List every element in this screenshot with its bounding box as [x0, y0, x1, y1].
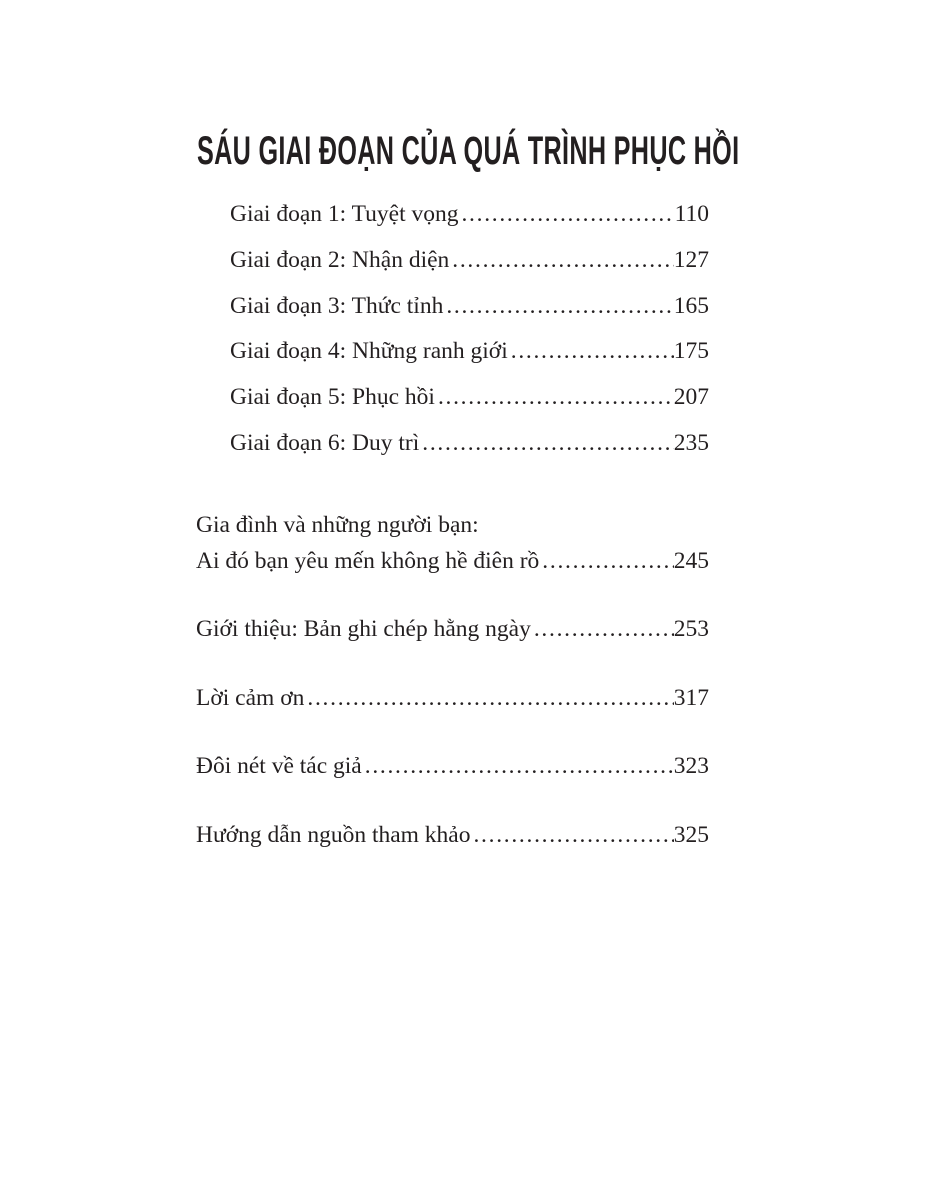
toc-entry-label: Giai đoạn 4: Những ranh giới [230, 338, 508, 365]
toc-entry [196, 238, 709, 284]
toc-entry-label: Lời cảm ơn [196, 684, 305, 711]
dot-leader [435, 375, 674, 421]
toc-entry-page: 127 [673, 246, 709, 273]
toc-entry-label: Giai đoạn 1: Tuyệt vọng [230, 201, 459, 227]
toc-entry-page: 165 [673, 292, 709, 319]
toc-entry-page: 235 [673, 429, 709, 456]
toc-entry [196, 421, 709, 467]
dot-leader [419, 421, 673, 467]
toc-entry-page: 207 [673, 384, 709, 411]
toc-entry-page: 323 [673, 753, 709, 780]
toc-entry [196, 611, 709, 647]
toc-entry-page: 317 [673, 684, 709, 711]
family-section-entry [196, 507, 709, 579]
toc-entry [196, 192, 709, 238]
toc-entry-page: 245 [673, 547, 709, 574]
toc-entry [196, 817, 709, 853]
toc-entry [196, 543, 709, 579]
chapter-list [196, 192, 709, 467]
dot-leader [443, 284, 673, 330]
dot-leader [470, 817, 673, 853]
toc-entry-page: 110 [674, 201, 709, 227]
toc-entry [196, 329, 709, 375]
toc-entry-label: Giới thiệu: Bản ghi chép hằng ngày [196, 616, 531, 643]
toc-content [196, 0, 740, 853]
toc-entry-label: Giai đoạn 3: Thức tỉnh [230, 292, 444, 319]
dot-leader [449, 238, 673, 284]
dot-leader [458, 192, 674, 238]
dot-leader [304, 680, 673, 716]
toc-entry-page: 253 [673, 616, 709, 643]
toc-entry-label: Giai đoạn 6: Duy trì [230, 429, 420, 456]
dot-leader [362, 748, 674, 784]
toc-entry-label: Giai đoạn 2: Nhận diện [230, 246, 450, 273]
toc-entry [196, 748, 709, 784]
dot-leader [531, 611, 674, 647]
toc-entry [196, 375, 709, 421]
toc-entry-label: Giai đoạn 5: Phục hồi [230, 384, 435, 411]
toc-entry-label: Hướng dẫn nguồn tham khảo [196, 821, 471, 848]
toc-entry-page: 175 [673, 338, 709, 365]
dot-leader [508, 329, 674, 375]
dot-leader [539, 543, 673, 579]
toc-entry-label-line2: Ai đó bạn yêu mến không hề điên rồ [196, 547, 540, 574]
toc-entry-page: 325 [673, 821, 709, 848]
toc-entry-label: Đôi nét về tác giả [196, 753, 362, 780]
toc-entry-label-line1: Gia đình và những người bạn: [196, 511, 479, 538]
toc-entry [196, 284, 709, 330]
toc-entry [196, 680, 709, 716]
page-title: SÁU GIAI ĐOẠN CỦA QUÁ TRÌNH PHỤC HỒI [197, 129, 740, 173]
